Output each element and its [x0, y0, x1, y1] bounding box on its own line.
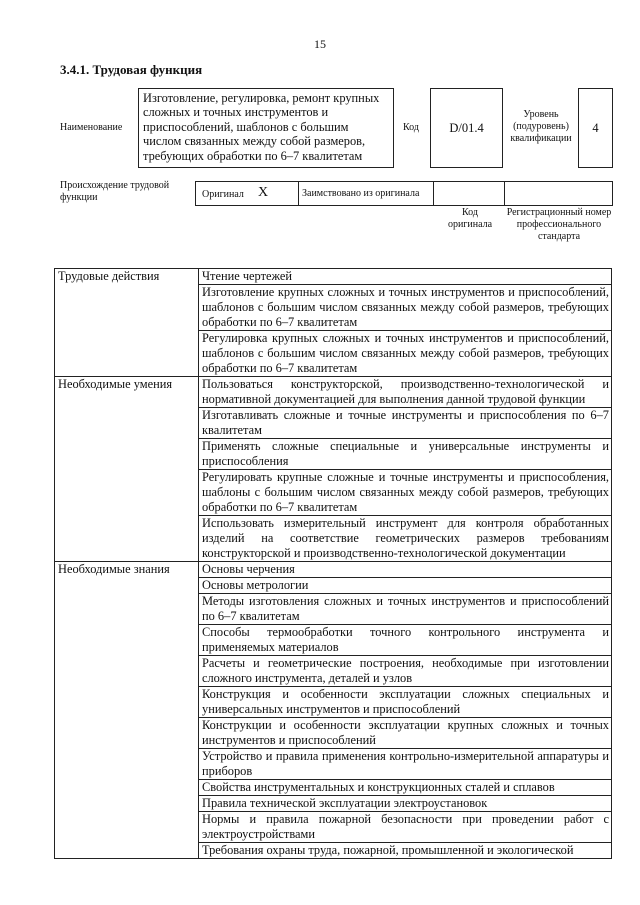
section-item: Расчеты и геометрические построения, необходимые при изготовлении сложного инструмента, деталей и узлов: [199, 656, 612, 687]
section-item: Правила технической эксплуатации электроустановок: [199, 796, 612, 812]
level-value-box: [578, 88, 613, 168]
section-item: Основы метрологии: [199, 578, 612, 594]
page-number: 15: [314, 37, 326, 51]
original-mark: X: [258, 185, 269, 200]
section-item: Нормы и правила пожарной безопасности при проведении работ с электроустройствами: [199, 812, 612, 843]
section-item: Основы черчения: [199, 562, 612, 578]
section-item: Изготавливать сложные и точные инструменты и приспособления по 6–7 квалитетам: [199, 408, 612, 439]
section-category: Трудовые действия: [55, 269, 199, 377]
borrowed-box: [298, 181, 434, 206]
level-label: Уровень (подуровень) квалификации: [510, 109, 572, 144]
reg-number-box: [504, 181, 613, 206]
section-item: Применять сложные специальные и универсальные инструменты и приспособления: [199, 439, 612, 470]
table-row: [55, 377, 612, 408]
level-value: 4: [592, 120, 599, 135]
code-label: Код: [403, 122, 419, 133]
section-category: Необходимые умения: [55, 377, 199, 562]
section-item: Конструкции и особенности эксплуатации крупных сложных и точных инструментов и приспособлений: [199, 718, 612, 749]
code-value: D/01.4: [449, 120, 484, 135]
section-item: Использовать измерительный инструмент для контроля обработанных изделий на соответствие геометрических размеров требованиям конструкторской и производственно-технологической документации: [199, 516, 612, 562]
section-item: Способы термообработки точного контрольного инструмента и применяемых материалов: [199, 625, 612, 656]
function-details-table: [54, 268, 612, 859]
reg-number-label: Регистрационный номер профессионального стандарта: [506, 207, 612, 242]
borrowed-label: Заимствовано из оригинала: [302, 188, 420, 199]
code-value-box: [430, 88, 503, 168]
original-box: [195, 181, 299, 206]
origin-label: Происхождение трудовой функции: [60, 180, 170, 203]
table-row: [55, 269, 612, 285]
section-item: Чтение чертежей: [199, 269, 612, 285]
section-item: Регулировка крупных сложных и точных инструментов и приспособлений, шаблонов с большим числом связанных между собой размеров, требующих обработки по 6–7 квалитетам: [199, 331, 612, 377]
code-original-label: Код оригинала: [447, 207, 493, 230]
function-name-box: Изготовление, регулировка, ремонт крупных сложных и точных инструментов и приспособлений, шаблонов с большим числом связанных между собой размеров, требующих обработки по 6–7 квалитетам: [138, 88, 394, 168]
section-item: Регулировать крупные сложные и точные инструменты и приспособления, шаблоны с большим числом связанных между собой размеров, требующих обработки по 6–7 квалитетам: [199, 470, 612, 516]
section-item: Конструкция и особенности эксплуатации сложных специальных и универсальных инструментов и приспособлений: [199, 687, 612, 718]
table-row: [55, 562, 612, 578]
table-body: [55, 269, 612, 859]
section-item: Свойства инструментальных и конструкционных сталей и сплавов: [199, 780, 612, 796]
name-label: Наименование: [60, 122, 123, 133]
section-item: Изготовление крупных сложных и точных инструментов и приспособлений, шаблонов с большим числом связанных между собой размеров, требующих обработки по 6–7 квалитетам: [199, 285, 612, 331]
code-original-box: [433, 181, 505, 206]
section-item: Требования охраны труда, пожарной, промышленной и экологической: [199, 843, 612, 859]
section-category: Необходимые знания: [55, 562, 199, 859]
section-item: Пользоваться конструкторской, производственно-технологической и нормативной документацией для выполнения данной трудовой функции: [199, 377, 612, 408]
original-label: Оригинал: [202, 189, 244, 200]
section-title: 3.4.1. Трудовая функция: [60, 62, 203, 77]
section-item: Методы изготовления сложных и точных инструментов и приспособлений по 6–7 квалитетам: [199, 594, 612, 625]
section-item: Устройство и правила применения контрольно-измерительной аппаратуры и приборов: [199, 749, 612, 780]
